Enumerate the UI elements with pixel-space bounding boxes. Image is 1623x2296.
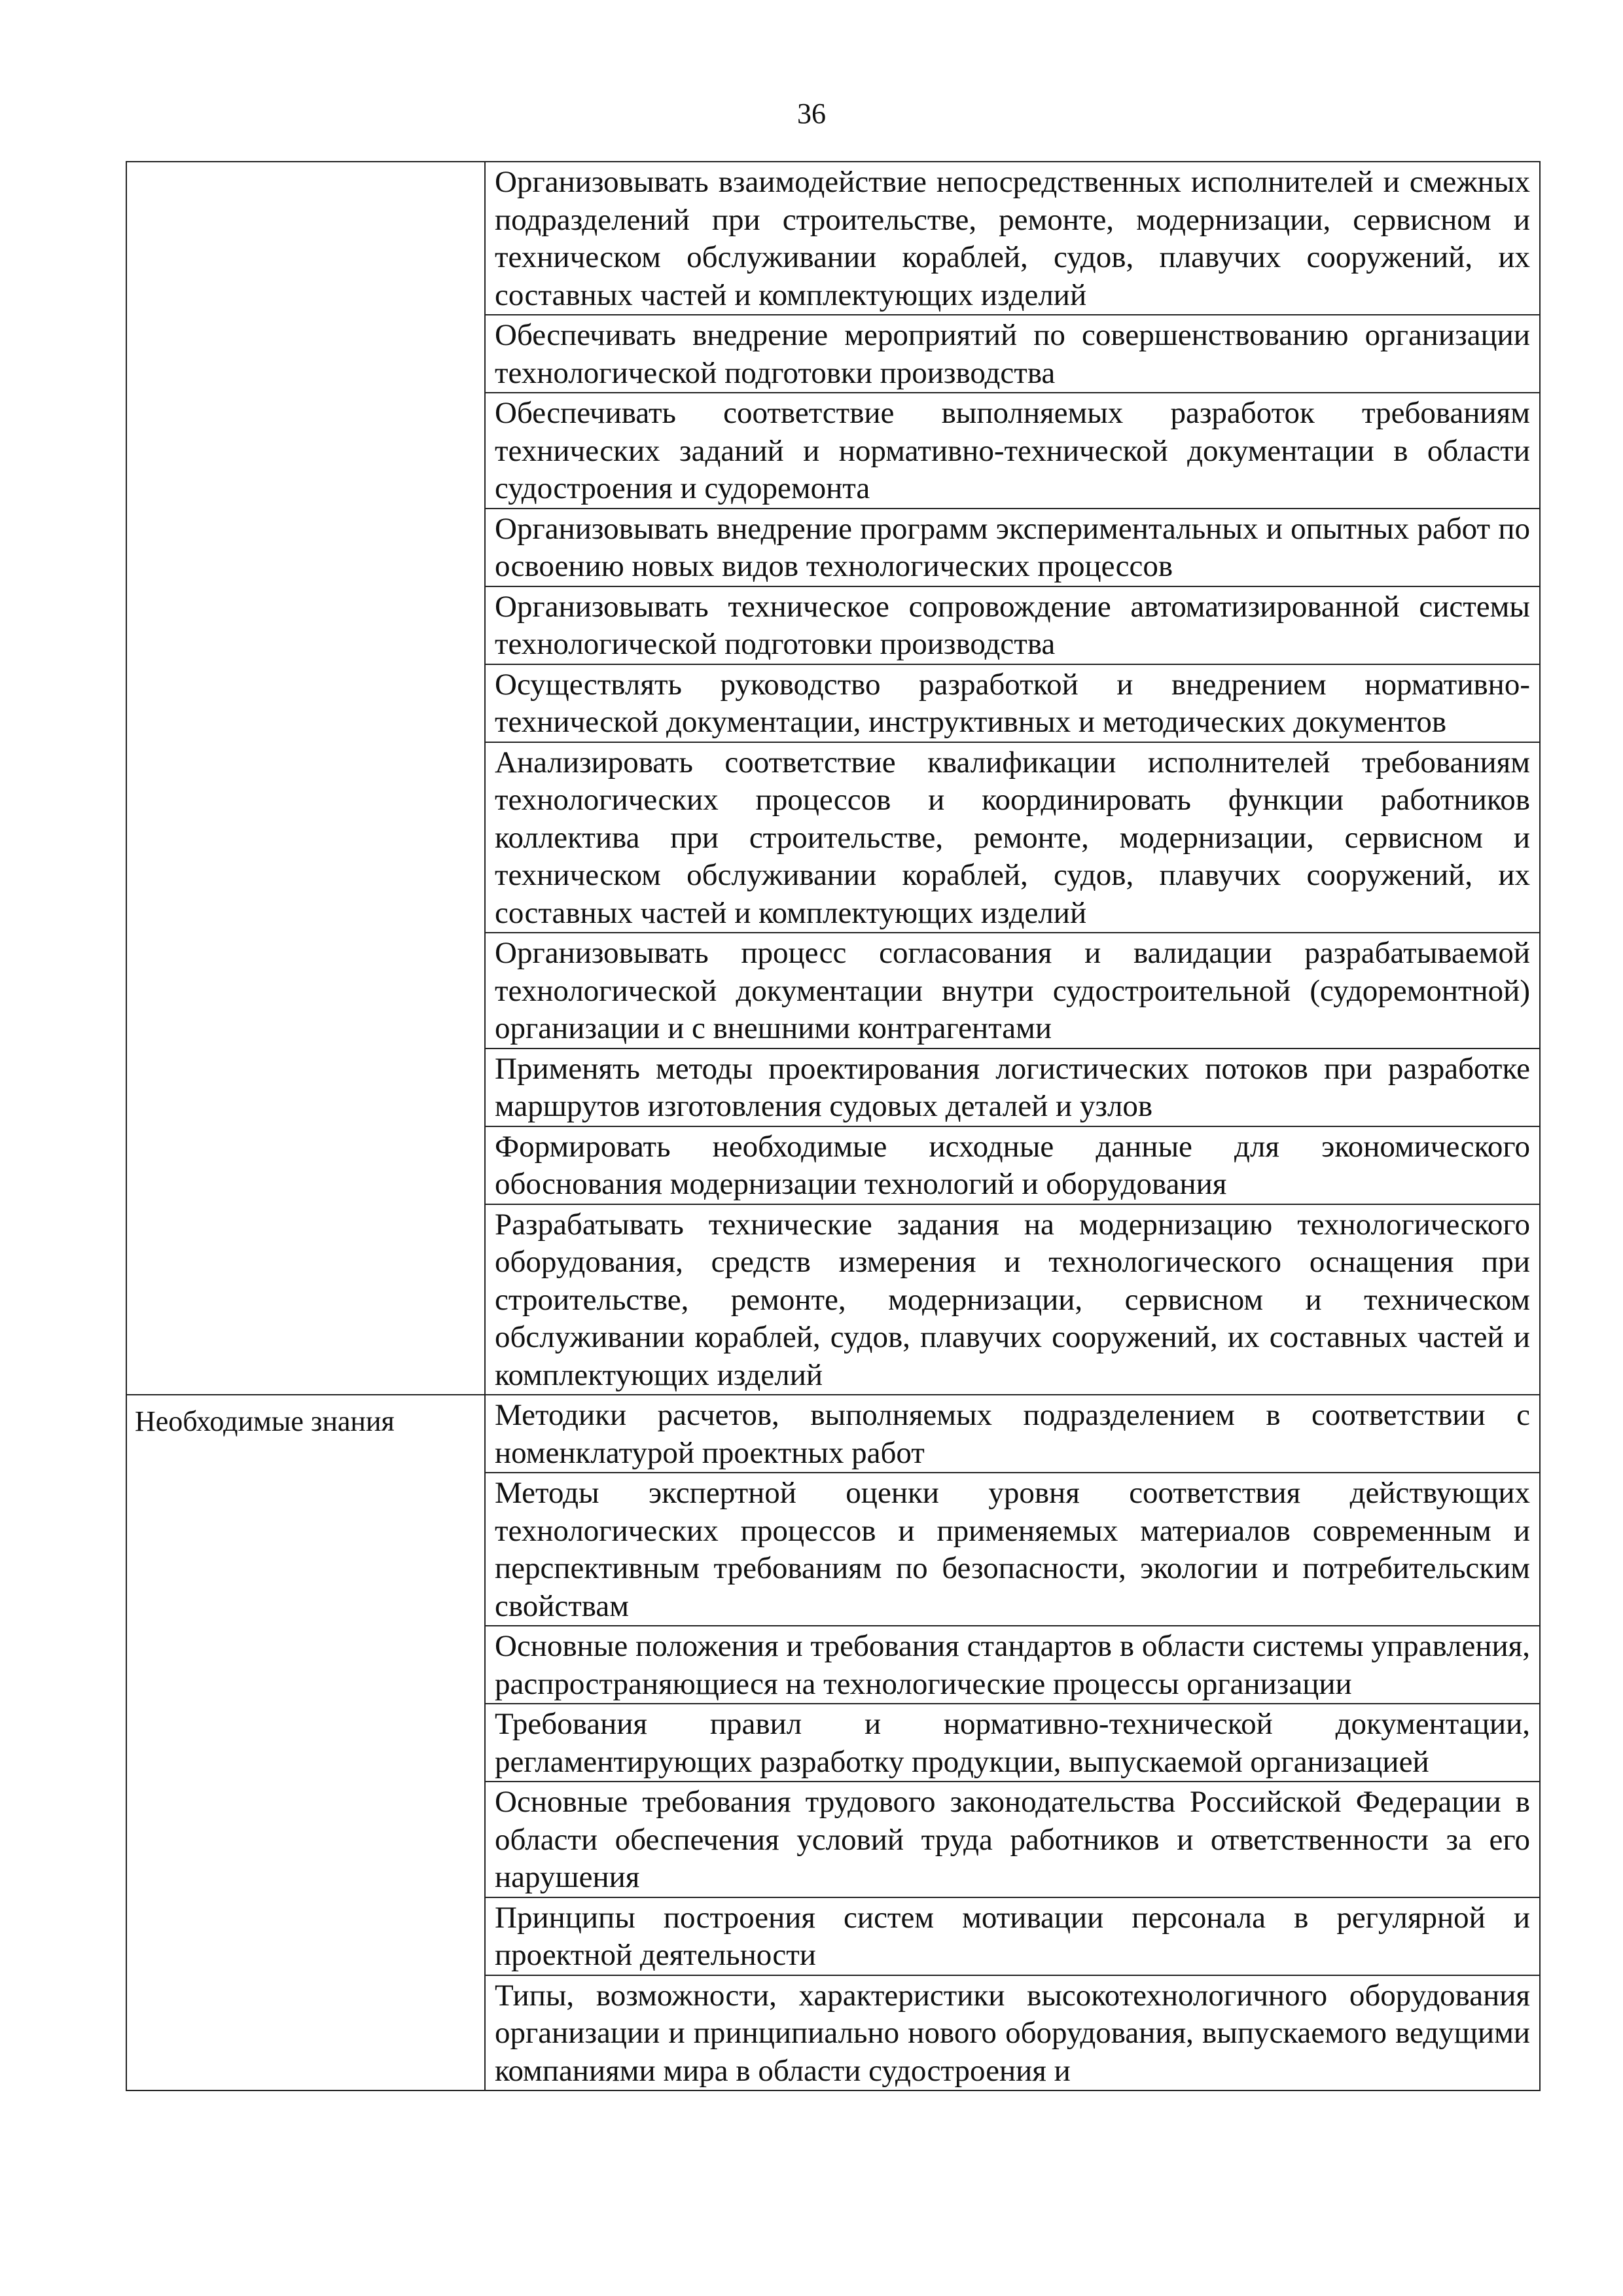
skills-list <box>485 162 1540 1395</box>
skills-label-cell <box>126 162 485 1395</box>
knowledge-row <box>126 1395 1540 2090</box>
skill-item: Обеспечивать внедрение мероприятий по совершенствованию организации технологической подготовки производства <box>486 315 1539 393</box>
knowledge-item: Принципы построения систем мотивации персонала в регулярной и проектной деятельности <box>486 1898 1539 1976</box>
knowledge-item: Методики расчетов, выполняемых подразделением в соответствии с номенклатурой проектных работ <box>486 1395 1539 1473</box>
knowledge-item: Типы, возможности, характеристики высокотехнологичного оборудования организации и принципиально нового оборудования, выпускаемого ведущими компаниями мира в области судостроения и <box>495 1978 1530 2088</box>
skill-item: Обеспечивать соответствие выполняемых разработок требованиям технических заданий и нормативно-технической документации в области судостроения и судоремонта <box>486 393 1539 509</box>
skill-item: Формировать необходимые исходные данные для экономического обоснования модернизации технологий и оборудования <box>486 1127 1539 1205</box>
knowledge-item: Основные положения и требования стандартов в области системы управления, распространяющиеся на технологические процессы организации <box>486 1626 1539 1704</box>
knowledge-label: Необходимые знания <box>126 1395 485 2090</box>
knowledge-item: Методы экспертной оценки уровня соответствия действующих технологических процессов и применяемых материалов современным и перспективным требованиям по безопасности, экологии и потребительским свойствам <box>486 1473 1539 1626</box>
skill-item: Организовывать техническое сопровождение автоматизированной системы технологической подготовки производства <box>486 587 1539 665</box>
requirements-table <box>126 161 1541 2091</box>
knowledge-item: Требования правил и нормативно-технической документации, регламентирующих разработку продукции, выпускаемой организацией <box>486 1704 1539 1782</box>
knowledge-item: Основные требования трудового законодательства Российской Федерации в области обеспечения условий труда работников и ответственности за его нарушения <box>486 1782 1539 1898</box>
skill-item: Организовывать процесс согласования и валидации разрабатываемой технологической документации внутри судостроительной (судоремонтной) организации и с внешними контрагентами <box>486 933 1539 1049</box>
skill-item: Разрабатывать технические задания на модернизацию технологического оборудования, средств измерения и технологического оснащения при строительстве, ремонте, модернизации, сервисном и техническом обслуживании кораблей, судов, плавучих сооружений, их составных частей и комплектующих изделий <box>495 1207 1530 1392</box>
skills-row <box>126 162 1540 1395</box>
skill-item: Применять методы проектирования логистических потоков при разработке маршрутов изготовления судовых деталей и узлов <box>486 1049 1539 1127</box>
skill-item: Осуществлять руководство разработкой и внедрением нормативно-технической документации, инструктивных и методических документов <box>486 665 1539 743</box>
skill-item: Организовывать внедрение программ экспериментальных и опытных работ по освоению новых видов технологических процессов <box>486 509 1539 587</box>
knowledge-list <box>485 1395 1540 2090</box>
skill-item: Организовывать взаимодействие непосредственных исполнителей и смежных подразделений при строительстве, ремонте, модернизации, сервисном и техническом обслуживании кораблей, судов, плавучих сооружений, их составных частей и комплектующих изделий <box>486 162 1539 315</box>
skill-item: Анализировать соответствие квалификации исполнителей требованиям технологических процессов и координировать функции работников коллектива при строительстве, ремонте, модернизации, сервисном и техническом обслуживании кораблей, судов, плавучих сооружений, их составных частей и комплектующих изделий <box>486 743 1539 934</box>
page-number: 36 <box>797 98 826 130</box>
